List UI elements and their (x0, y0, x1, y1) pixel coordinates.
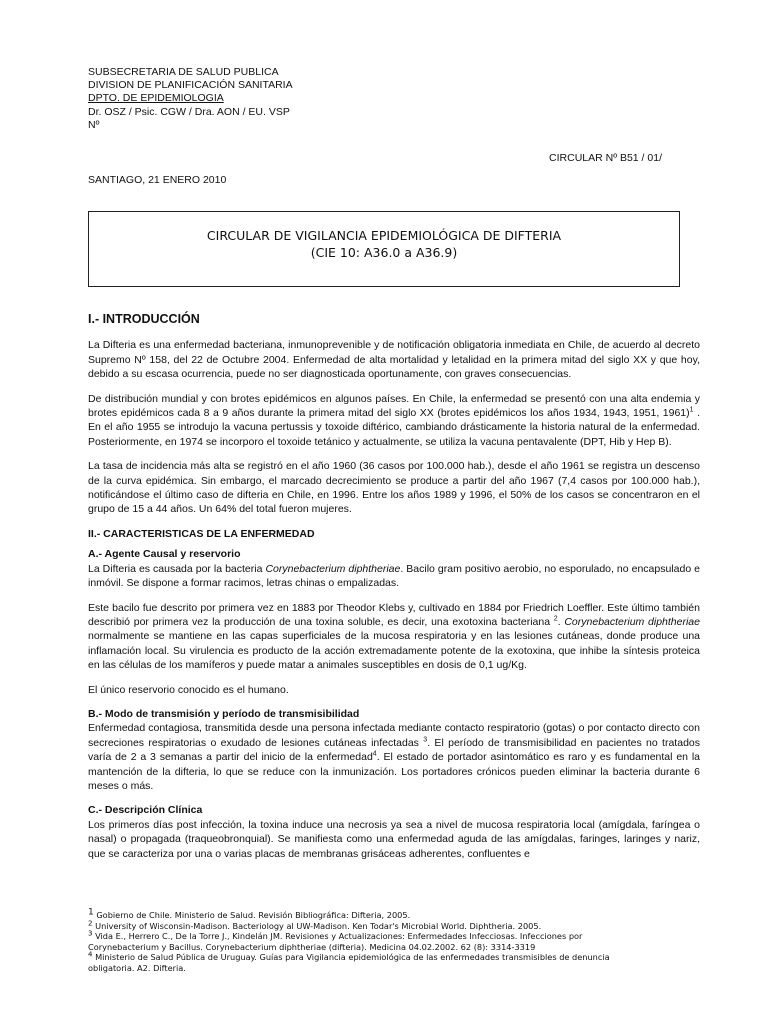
footnote-continuation: obligatoria. A2. Difteria. (88, 962, 186, 973)
paragraph: Los primeros días post infección, la toxina induce una necrosis ya sea a nivel de mucosa respiratoria local (amígdala, faríngea o nasal) o propagada (traqueobronquial). Se manifiesta como una enfermedad aguda de las amígdalas, faringes, laringes y nariz, que se caracteriza por una o varias placas de membranas grisáceas adherentes, confluentes e (88, 818, 700, 860)
footnote-continuation: Corynebacterium y Bacillus. Corynebacterium diphtheriae (difteria). Medicina 04.02.2002. 62 (8): 3314-3319 (88, 941, 536, 952)
document-subtitle: (CIE 10: A36.0 a A36.9) (310, 245, 458, 260)
letterhead (88, 66, 293, 132)
footnotes (88, 907, 700, 974)
letterhead-line: SUBSECRETARIA DE SALUD PUBLICA (88, 66, 279, 78)
paragraph: La Difteria es una enfermedad bacteriana, inmunoprevenible y de notificación obligatoria inmediata en Chile, de acuerdo al decreto Supremo Nº 158, del 22 de Octubre 2004. Enfermedad de alta mortalidad y letalidad en la primera mitad del siglo XX y que hoy, debido a su escasa ocurrencia, puede no ser diagnosticada oportunamente, con graves consecuencias. (88, 339, 700, 381)
paragraph: El único reservorio conocido es el humano. (88, 683, 289, 696)
circular-number: CIRCULAR Nº B51 / 01/ (549, 152, 662, 164)
paragraph: Enfermedad contagiosa, transmitida desde una persona infectada mediante contacto respiratorio (gotas) o por contacto directo con secreciones respiratorias o exudado de lesiones cutáneas infectadas $^3$. El período de transmisibilidad en pacientes no tratados varía de 2 a 3 semanas a partir del inicio de la enfermedad$^4$. El estado de portador asintomático es raro y es fundamental en la mantención de la difteria, lo que se reduce con la inmunización. Los portadores crónicos pueden eliminar la bacteria durante 6 meses o más. (88, 722, 701, 792)
letterhead-number: Nº (88, 118, 100, 131)
letterhead-authors: Dr. OSZ / Psic. CGW / Dra. AON / EU. VSP (88, 105, 290, 118)
document-title: CIRCULAR DE VIGILANCIA EPIDEMIOLÓGICA DE DIFTERIA (206, 228, 562, 243)
footnote-ref: 2 (553, 615, 558, 623)
paragraph: La Difteria es causada por la bacteria Corynebacterium diphtheriae. Bacilo gram positivo aerobio, no esporulado, no encapsulado e inmóvil. Se dispone a formar racimos, letras chinas o empalizadas. (88, 562, 700, 590)
title-box (88, 211, 680, 287)
footnote: $^3$ Vida E., Herrero C., De la Torre J., Kindelán JM. Revisiones y Actualizaciones: Enfermedades Infecciosas. Infecciones por (88, 929, 583, 942)
footnote: $^4$ Ministerio de Salud Pública de Uruguay. Guías para Vigilancia epidemiológica de las enfermedades transmisibles de denuncia (88, 950, 610, 963)
letterhead-line: DIVISION DE PLANIFICACIÓN SANITARIA (88, 79, 293, 92)
paragraph: Este bacilo fue descrito por primera vez en 1883 por Theodor Klebs y, cultivado en 1884 por Friedrich Loeffler. Este último también describió por primera vez la producción de una toxina soluble, es decir, una exotoxina bacteriana $^2$. Corynebacterium diphtheriae normalmente se mantiene en las capas superficiales de la mucosa respiratoria y en las lesiones cutáneas, donde produce una inflamación local. Su virulencia es producto de la acción extremadamente potente de la exotoxina, que inhibe la síntesis proteica en las células de los mamíferos y puede matar a animales susceptibles en dosis de 0,1 ug/Kg. (88, 601, 700, 672)
document-body (88, 312, 700, 861)
section-heading-caracteristicas: II.- CARACTERISTICAS DE LA ENFERMEDAD (88, 527, 315, 540)
footnote-ref: 3 (423, 736, 428, 744)
section-heading-introduccion: I.- INTRODUCCIÓN (88, 312, 200, 326)
document-date: SANTIAGO, 21 ENERO 2010 (88, 174, 227, 186)
footnote: $^2$ University of Wisconsin-Madison. Bacteriology al UW-Madison. Ken Todar's Microbial World. Diphtheria. 2005. (88, 918, 542, 931)
subsection-heading-descripcion: C.- Descripción Clínica (88, 804, 203, 817)
footnote: $^1$ Gobierno de Chile. Ministerio de Salud. Revisión Bibliográfica: Difteria, 2005. (88, 907, 411, 920)
subsection-heading-transmision: B.- Modo de transmisión y período de transmisibilidad (88, 707, 360, 720)
paragraph: De distribución mundial y con brotes epidémicos en algunos países. En Chile, la enfermedad se presentó con una alta endemia y brotes epidémicos cada 8 a 9 años durante la primera mitad del siglo XX (brotes epidémicos los años 1934, 1943, 1951, 1961)$^1$ . En el año 1955 se introdujo la vacuna pertussis y toxoide diftérico, cambiando drásticamente la historia natural de la enfermedad. Posteriormente, en 1974 se incorporo el toxoide tetánico y actualmente, se utiliza la vacuna pentavalente (DPT, Hib y Hep B). (88, 392, 700, 448)
subsection-heading-agente: A.- Agente Causal y reservorio (88, 548, 241, 561)
paragraph: La tasa de incidencia más alta se registró en el año 1960 (36 casos por 100.000 hab.), desde el año 1961 se registra un descenso de la curva epidémica. Sin embargo, el marcado decrecimiento se produce a partir del año 1967 (7,4 casos por 100.000 hab.), notificándose el último caso de difteria en Chile, en 1996. Entre los años 1989 y 1996, el 50% de los casos se concentraron en el grupo de 15 a 44 años. Un 64% del total fueron mujeres. (88, 460, 700, 516)
letterhead-department: DPTO. DE EPIDEMIOLOGIA (88, 92, 224, 105)
footnote-ref: 4 (372, 750, 377, 758)
footnote-ref: 1 (689, 406, 694, 414)
